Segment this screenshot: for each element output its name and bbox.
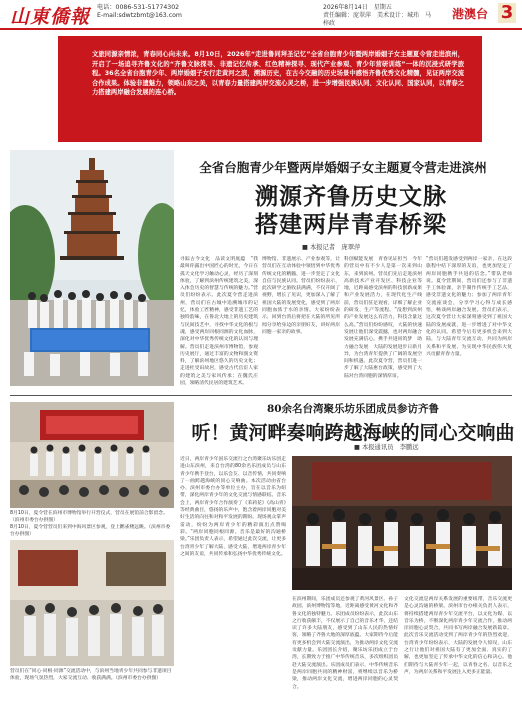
article2-column-2: 在滨州期间，乐团成员还参观了黄河风景区、孙子故园、滨州博物馆等地，近距离感受黄河文化和齐鲁文化的独特魅力。乐团成员纷纷表示，此次山东之行收获颇丰，不仅展示了自己的音乐才华，还结识了许多大陆朋友，感受到了山东人民的热情好客，领略了齐鲁大地的深厚底蕴。大家期待今后能有更多机会到大陆交流演出，为推动两岸文化交流贡献力量。乐团团长介绍，聚乐坊乐团成立于台湾，长期致力于推广中华传统音乐，多次组织团员赴大陆交流演出。乐团成员们表示，中华传统音乐是两岸同胞共同的精神财富，将继续以音乐为桥梁，推动两岸文化交流，增进两岸同胞的心灵契合。 <box>292 597 398 690</box>
article1-column-1: 寻踪古今文化 品读文明底蕴 “我最叫你露出中国匠心的时光，今日在孤天文化学习触动心灵，经历了深刻体验，了解到滨州传统建筑之美，深入体会历史的智慧与传统的魅力。”营员们纷纷表示。此次夏令营走进滨州，营员们在古城中追溯城市的记忆，体验工匠精神，感受非遗工艺的独特韵味，在鲁北大地上的历史建筑与民间技艺中，寻找中华文化的根与魂，感受两岸同根同源的文化血脉，深化对中华优秀传统文化的认同与理解。营员们走进滨州市博物馆，参观历史展厅，通过丰富的文物和图文资料，了解滨州地区悠久的历史文化；走进杜受田故居，感受古代官宦人家的建筑之美与家风传承；在魏氏庄园，领略清代民居的建筑艺术。 <box>180 257 258 387</box>
masthead-logo: 山東僑報 <box>10 6 91 28</box>
article1-column-3: 科创赋能发展 青春见证担当 今年的营员中有不少人是第一次来到山东，来到滨州。营员们先后走进滨州高新技术产业开发区、科技企业等地，近距离感受滨州的科技创新成果和产业发展活力，在现代化生产线前，营员们驻足观看，详细了解企业的研发、生产等流程。“没想到滨州的产业发展这么有活力，科技含量这么高。”营员们纷纷感叹，大陆的快速发展让他们深受震撼，也对两岸融合发展充满信心。携手共进同筑梦 助力融合发展 大陆的发展进步日新月异，为台湾青年提供了广阔的发展空间和机遇。此次夏令营，营员们进一步了解了大陆惠台政策，感受到了大陆对台湾同胞的深情厚谊。 <box>344 257 422 379</box>
orchestra-photo <box>292 456 512 590</box>
intro-text: 文旅同源亲情浓，青春同心向未来。8月10日，2026年“走进鲁同拜圣记忆”全省台胞青少年暨两岸婚姻子女主题夏令营走进滨州，开启了一场追寻齐鲁文化的“齐鲁文脉探寻、非遗记忆传承、红色精神探寻、现代产业参观、青少年营研训练”一体的沉浸式研学旅程。36名全省台胞青少年、两岸婚姻子女行走黄河之滨，溯源历史，在古今交融的历史场景中感悟齐鲁优秀文化精髓，见证两岸交流合作成果。体验非遗魅力，领略山东之美，以青春力量搭建两岸交流心灵之桥，进一步增强民族认同、文化认同、国家认同，以青春之力搭建两岸融合发展的连心桥。 <box>92 51 464 96</box>
page-header <box>0 0 522 30</box>
article2-column-1: 近日，两岸青少年国乐交流行之台湾聚乐坊乐团走进山东滨州，来自台湾的80余名乐团成员与山东青少年携手登台，以乐会友、以音传情，共同奏响了一曲跨越海峡的同心交响曲。本次活动由省台办、滨州市委台办等单位主办，旨在以音乐为纽带，深化两岸青少年的文化交流与情感联结。音乐会上，两岸青少年合作演奏了《茉莉花》《高山青》等经典曲目，悠扬的乐声中，饱含着两岸同胞对美好生活的向往和对和平发展的期盼。现场观众掌声雷动，纷纷为两岸青少年的精彩演出点赞喝彩。“两岸同胞同根同源，音乐是最好的沟通桥梁。”乐团负责人表示，希望通过此次交流，让更多台湾青少年了解大陆、感受大陆，增进两岸青少年之间的友谊，共同传承和弘扬中华优秀传统文化。 <box>180 457 286 557</box>
activity-photo <box>10 540 174 666</box>
email-line: E-mail:sdwtzbmt@163.com <box>97 12 182 19</box>
article1-byline: ■ 本报记者 庞翠萍 <box>302 244 361 251</box>
article1-kicker: 全省台胞青少年暨两岸婚姻子女主题夏令营走进滨州 <box>199 160 487 175</box>
editor-line: 责任编辑：庞翠萍 美术设计：城玮 马梓政 <box>323 12 432 27</box>
article2-byline: ■ 本报通讯员 李鹏远 <box>354 444 419 451</box>
contact-info <box>97 4 182 20</box>
ceremony-photo <box>10 402 174 508</box>
intro-box <box>58 36 482 142</box>
article2-column-3: 文化交流是两岸关系发展的重要纽带，音乐交流更是心灵沟通的桥梁。滨州市台办相关负责人表示，将持续搭建两岸青少年交流平台，以文化为媒、以音乐为桥，不断深化两岸青少年交流合作，推动两岸同胞心灵契合，共同书写两岸融合发展新篇章。此次音乐交流活动受到了两岸青少年的热烈欢迎，台湾青少年纷纷表示，大陆的发展令人惊叹，山东之行让他们对祖国大陆有了更加全面、真实的了解，也更加坚定了传承中华文化的信心和决心。他们期待与大陆青少年一起，以青春之名、以音乐之声，为两岸关系和平发展注入更多正能量。 <box>404 597 512 675</box>
date-line: 2026年8月14日 星期五 <box>323 4 392 11</box>
page-number-badge: 3 <box>498 3 516 23</box>
article1-column-4: “营员们越发感受到两岸一家亲，在这段旅程中结下深厚的友谊，也更加坚定了两岸同胞携手共进的信念。”带队老师说。夏令营期间，营员们还参与了非遗手工体验课，亲手制作传统手工艺品，感受非遗文化的魅力；参加了两岸青年交流座谈会，分享学习心得与成长感悟，畅谈两岸融合发展。营员们表示，这次夏令营让大家深刻感受到了祖国大陆的发展成就，进一步增进了对中华文化的认同。希望今后有更多机会来到大陆，与大陆青年交流互动，共同为两岸关系和平发展、为实现中华民族伟大复兴贡献青春力量。 <box>426 257 512 357</box>
article1-headline-line1: 溯源齐鲁历史文脉 <box>255 183 447 210</box>
section-title: 港澳台 <box>452 7 489 21</box>
group-photo <box>10 150 174 386</box>
group-photo-caption: 8月10日，夏令营在滨州市博物馆举行开营仪式，营员在展馆前合影留念。（滨州市委台办供图） <box>10 511 168 523</box>
article1-column-2: 博物馆、非遗展示、产业参观等，让营员们在互动体验中领悟到中华优秀传统文化的精髓，进一步坚定了文化自信与民族认同。营员们纷纷表示，此次研学之旅收获满满，不仅开阔了视野，增长了见识，更加深入了解了祖国大陆的发展变化，感受到了两岸同胞血浓于水的亲情。大家纷纷表示，回到台湾后将把在大陆的所见所闻分享给身边的亲朋好友，讲好两岸同胞一家亲的故事。 <box>262 257 340 335</box>
tower-photo-caption: 8月10日，夏令营营员们来到中海风景区参观，登上鹳雀楼远眺。（滨州市委台办供图） <box>10 525 171 537</box>
article1-headline-line2: 搭建两岸青春桥梁 <box>255 211 447 238</box>
issue-info <box>323 4 433 28</box>
section-divider <box>10 395 512 396</box>
article2-headline: 听！黄河畔奏响跨越海峡的同心交响曲 <box>191 422 515 444</box>
phone-line: 电话：0086-531-51774302 <box>97 4 180 11</box>
activity-photo-caption: 营员们在“同心·同根·同源”交流活动中，与滨州当地青少年共同参与非遗项目体验，现场气氛热烈，大家交流互动、收获满满。（滨州市委台办供图） <box>10 669 172 681</box>
article2-kicker: 80余名台湾聚乐坊乐团成员参访齐鲁 <box>266 403 440 415</box>
